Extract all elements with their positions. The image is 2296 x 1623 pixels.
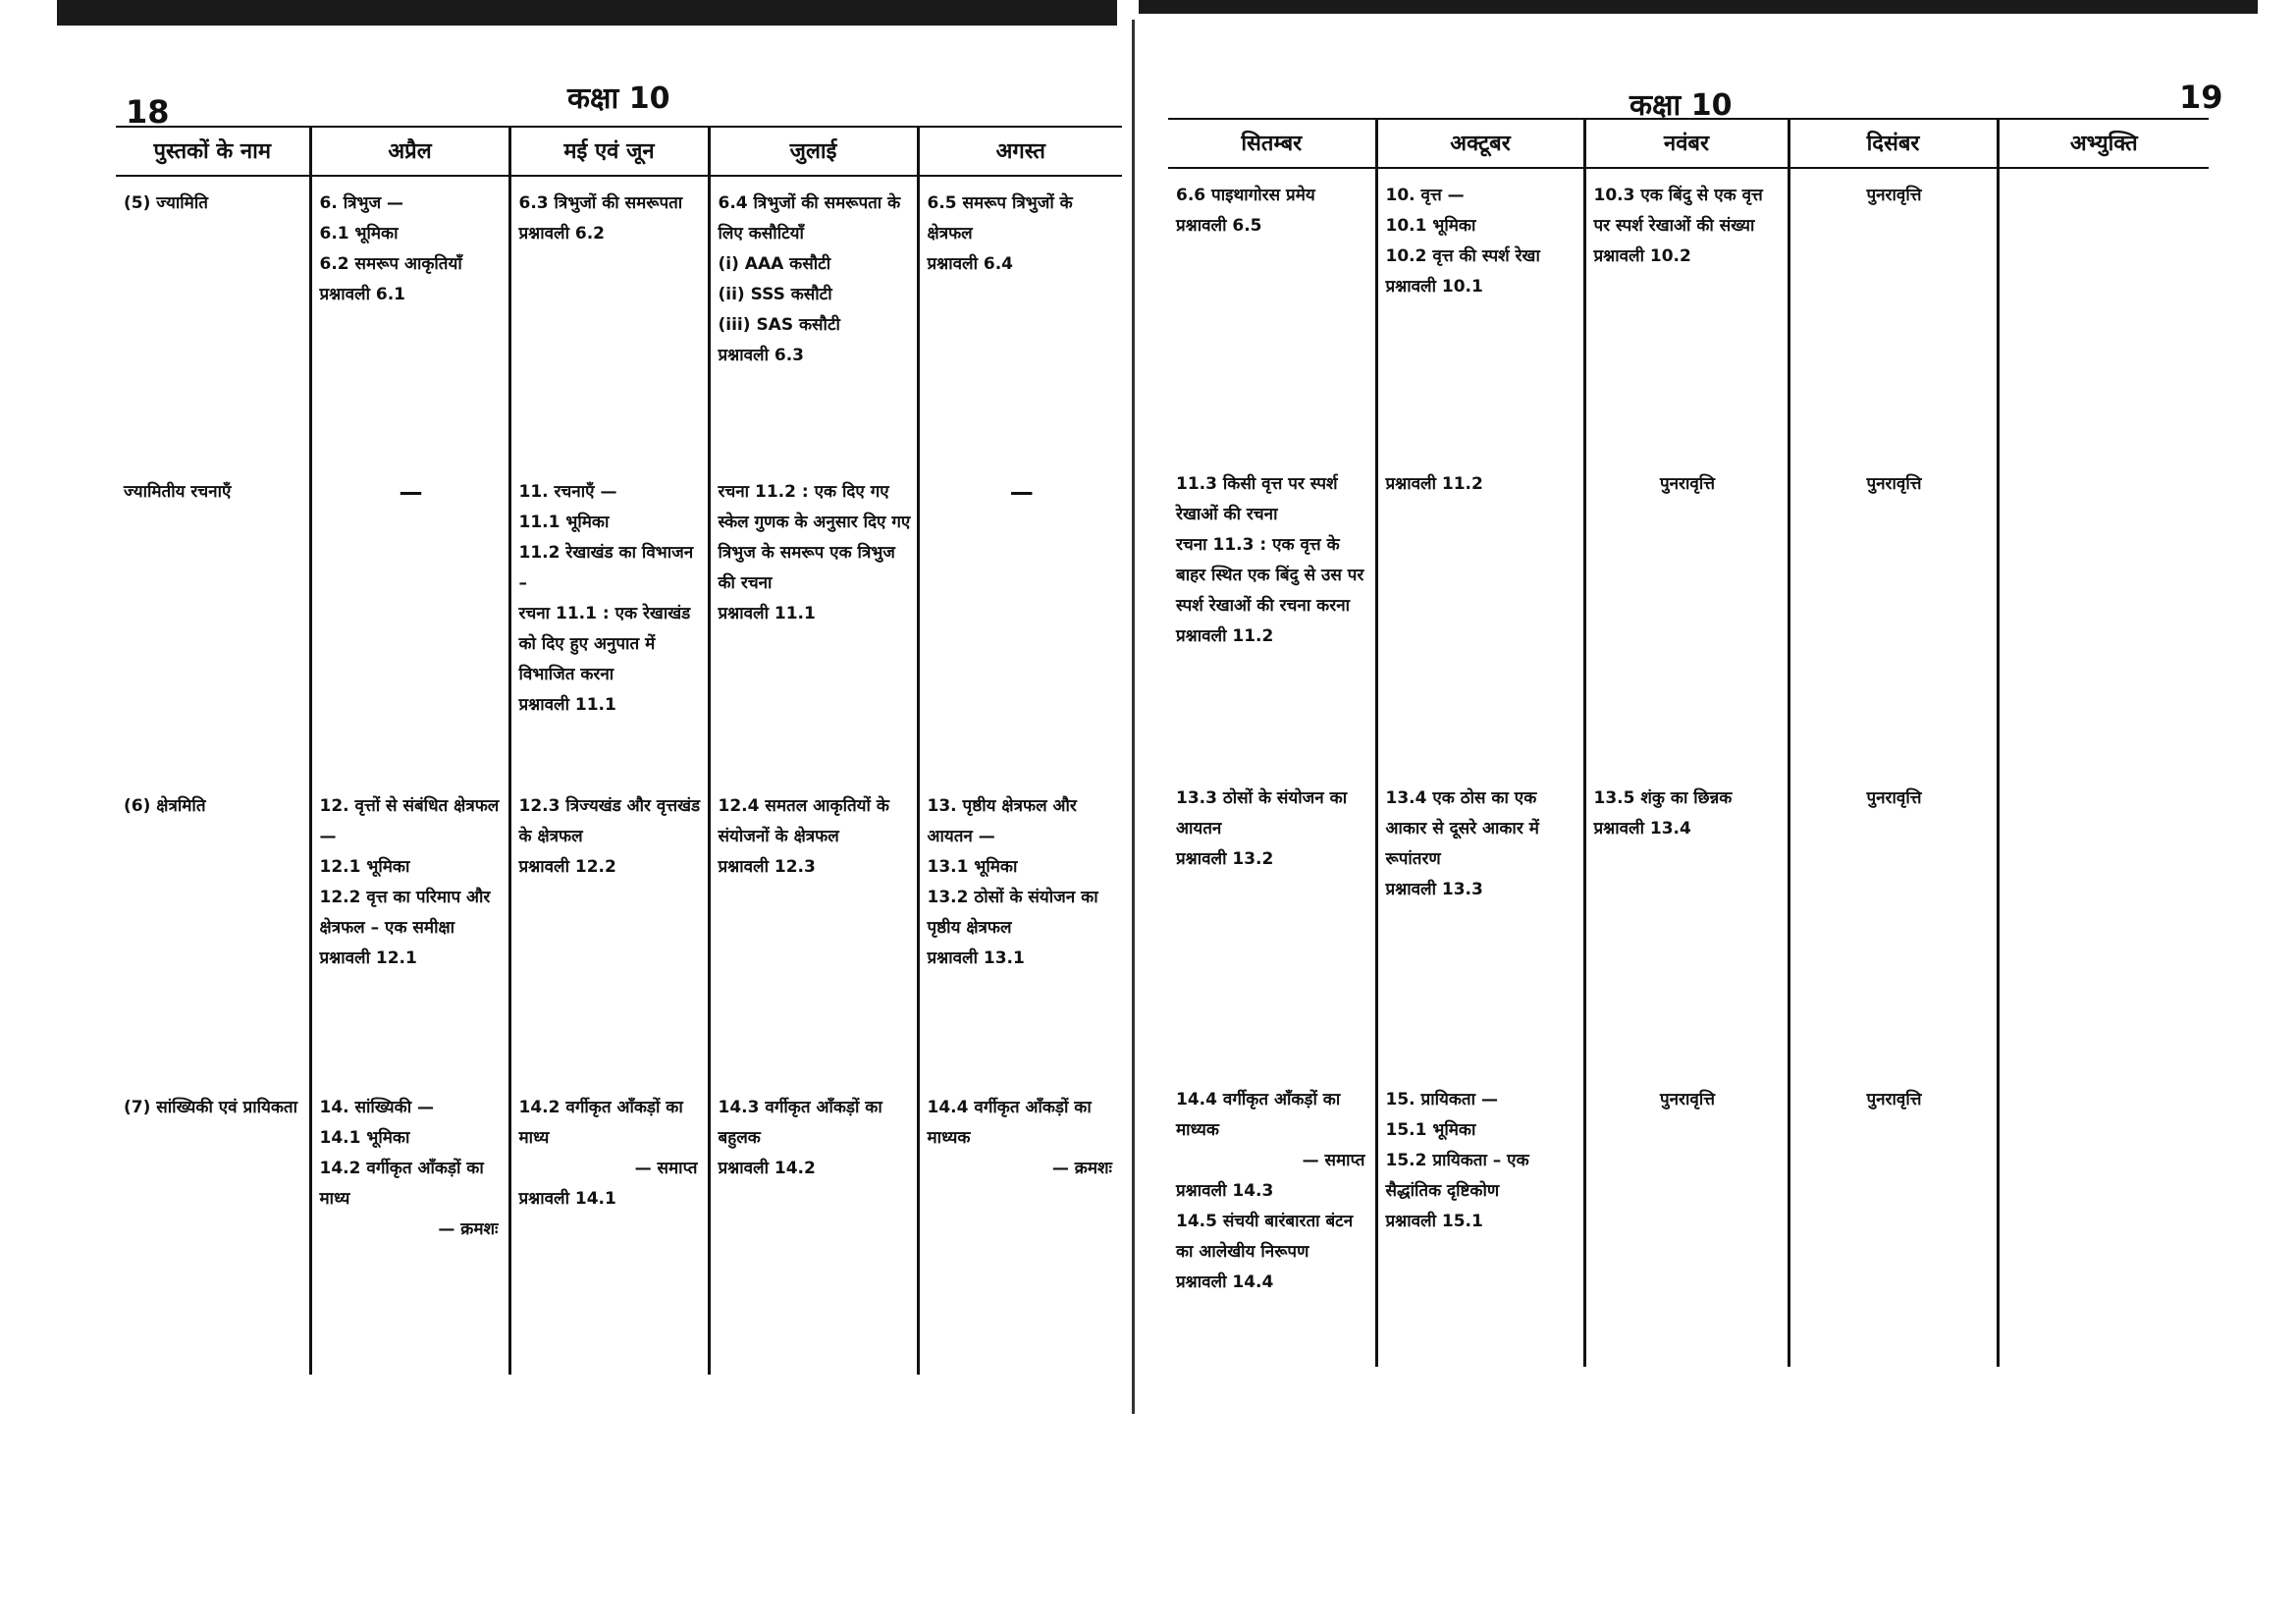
- cell-line: रचना 11.3 : एक वृत्त के बाहर स्थित एक बिंदु से उस पर स्पर्श रेखाओं की रचना करना: [1176, 535, 1364, 616]
- cell-line: 14.4 वर्गीकृत आँकड़ों का माध्यक: [1176, 1090, 1341, 1140]
- may-june-cell: [509, 465, 709, 780]
- cell-line: प्रश्नावली 13.3: [1385, 880, 1483, 899]
- cell-line: 6.5 समरूप त्रिभुजों के क्षेत्रफल: [927, 193, 1073, 243]
- august-cell: [918, 1081, 1122, 1375]
- cell-line: पुनरावृत्ति: [1659, 1090, 1716, 1109]
- cell-line: 10.1 भूमिका: [1385, 216, 1476, 236]
- remarks-cell: [1998, 458, 2209, 772]
- cell-line: 6.3 त्रिभुजों की समरूपता: [518, 193, 683, 213]
- remarks-cell: [1998, 772, 2209, 1073]
- april-cell: [310, 780, 509, 1081]
- cell-line: प्रश्नावली 11.2: [1176, 626, 1274, 646]
- cell-note: — क्रमशः: [1051, 1159, 1112, 1178]
- cell-line: प्रश्नावली 13.1: [927, 948, 1025, 968]
- cell-line: 14.1 भूमिका: [319, 1128, 410, 1148]
- cell-line: प्रश्नावली 14.1: [518, 1189, 616, 1209]
- october-cell: [1376, 458, 1584, 772]
- cell-line: प्रश्नावली 10.2: [1593, 246, 1691, 266]
- cell-line: प्रश्नावली 12.1: [319, 948, 417, 968]
- cell-line: (ii) SSS कसौटी: [718, 285, 832, 304]
- cell-line: 13.5 शंकु का छिन्नक: [1593, 788, 1733, 808]
- cell-line: प्रश्नावली 6.4: [927, 254, 1014, 274]
- cell-line: प्रश्नावली 12.2: [518, 857, 616, 877]
- cell-line: 6.4 त्रिभुजों की समरूपता के लिए कसौटियाँ: [718, 193, 901, 243]
- may-june-cell: [509, 176, 709, 465]
- cell-line: प्रश्नावली 12.3: [718, 857, 816, 877]
- cell-line: 12.4 समतल आकृतियों के संयोजनों के क्षेत्रफल: [718, 796, 889, 846]
- cell-line: (iii) SAS कसौटी: [718, 315, 840, 335]
- august-cell: [918, 176, 1122, 465]
- cell-note: — समाप्त: [1302, 1151, 1365, 1170]
- cell-line: पुनरावृत्ति: [1659, 474, 1716, 494]
- cell-line: (i) AAA कसौटी: [718, 254, 831, 274]
- november-cell: [1584, 168, 1789, 458]
- cell-line: 14.5 संचयी बारंबारता बंटन का आलेखीय निरूपण: [1176, 1212, 1354, 1262]
- december-cell: [1789, 458, 1998, 772]
- col-header: अभ्युक्ति: [1998, 119, 2209, 168]
- cell-note: — क्रमशः: [438, 1219, 499, 1239]
- october-cell: [1376, 1073, 1584, 1367]
- cell-line: 15.2 प्रायिकता – एक सैद्धांतिक दृष्टिकोण: [1385, 1151, 1529, 1201]
- cell-line: 14.3 वर्गीकृत आँकड़ों का बहुलक: [718, 1098, 882, 1148]
- col-header: सितम्बर: [1168, 119, 1376, 168]
- cell-line: प्रश्नावली 14.2: [718, 1159, 816, 1178]
- cell-line: 6.2 समरूप आकृतियाँ: [319, 254, 462, 274]
- december-cell: [1789, 1073, 1998, 1367]
- cell-line: 13.3 ठोसों के संयोजन का आयतन: [1176, 788, 1348, 839]
- cell-line: 13.1 भूमिका: [927, 857, 1018, 877]
- table-row: [116, 465, 1122, 780]
- schedule-table-left: [116, 126, 1122, 1375]
- december-cell: [1789, 772, 1998, 1073]
- table-row: [1168, 458, 2209, 772]
- cell-line: प्रश्नावली 6.1: [319, 285, 406, 304]
- cell-line: —: [1009, 478, 1034, 506]
- july-cell: [709, 780, 918, 1081]
- september-cell: [1168, 458, 1376, 772]
- september-cell: [1168, 772, 1376, 1073]
- col-header: दिसंबर: [1789, 119, 1998, 168]
- book-name-cell: [116, 465, 310, 780]
- cell-line: 12.3 त्रिज्यखंड और वृत्तखंड के क्षेत्रफल: [518, 796, 701, 846]
- cell-line: पुनरावृत्ति: [1866, 474, 1922, 494]
- cell-line: प्रश्नावली 11.1: [518, 695, 616, 715]
- december-cell: [1789, 168, 1998, 458]
- cell-line: पुनरावृत्ति: [1866, 788, 1922, 808]
- cell-line: रचना 11.2 : एक दिए गए स्केल गुणक के अनुसार दिए गए त्रिभुज के समरूप एक त्रिभुज की रचना: [718, 482, 911, 593]
- cell-line: 13.2 ठोसों के संयोजन का पृष्ठीय क्षेत्रफल: [927, 888, 1098, 938]
- col-header: पुस्तकों के नाम: [116, 127, 310, 176]
- september-cell: [1168, 1073, 1376, 1367]
- may-june-cell: [509, 780, 709, 1081]
- cell-line: 14.4 वर्गीकृत आँकड़ों का माध्यक: [927, 1098, 1092, 1148]
- col-header: अक्टूबर: [1376, 119, 1584, 168]
- table-row: [116, 176, 1122, 465]
- col-header: जुलाई: [709, 127, 918, 176]
- cell-line: पुनरावृत्ति: [1866, 186, 1922, 205]
- cell-line: प्रश्नावली 15.1: [1385, 1212, 1483, 1231]
- cell-line: 15.1 भूमिका: [1385, 1120, 1476, 1140]
- november-cell: [1584, 1073, 1789, 1367]
- cell-line: प्रश्नावली 6.5: [1176, 216, 1262, 236]
- cell-line: 11.2 रेखाखंड का विभाजन –: [518, 543, 694, 593]
- cell-line: 14.2 वर्गीकृत आँकड़ों का माध्य: [518, 1098, 683, 1148]
- may-june-cell: [509, 1081, 709, 1375]
- page-title: कक्षा 10: [1629, 88, 1733, 123]
- col-header: मई एवं जून: [509, 127, 709, 176]
- april-cell: [310, 176, 509, 465]
- cell-line: प्रश्नावली 14.3: [1176, 1181, 1274, 1201]
- cell-line: 10.3 एक बिंदु से एक वृत्त पर स्पर्श रेखाओं की संख्या: [1593, 186, 1763, 236]
- cell-line: 12.1 भूमिका: [319, 857, 410, 877]
- book-name-cell: [116, 176, 310, 465]
- table-row: [1168, 168, 2209, 458]
- cell-line: 6.6 पाइथागोरस प्रमेय: [1176, 186, 1315, 205]
- cell-line: 13. पृष्ठीय क्षेत्रफल और आयतन —: [927, 796, 1077, 846]
- cell-line: (7) सांख्यिकी एवं प्रायिकता: [124, 1098, 298, 1117]
- july-cell: [709, 176, 918, 465]
- cell-line: प्रश्नावली 6.3: [718, 346, 805, 365]
- page-number: 18: [126, 93, 170, 131]
- book-name-cell: [116, 1081, 310, 1375]
- cell-line: 10. वृत्त —: [1385, 186, 1465, 205]
- cell-line: 11.1 भूमिका: [518, 513, 610, 532]
- cell-line: ज्यामितीय रचनाएँ: [124, 482, 232, 502]
- cell-line: (5) ज्यामिति: [124, 193, 208, 213]
- cell-line: रचना 11.1 : एक रेखाखंड को दिए हुए अनुपात में विभाजित करना: [518, 604, 691, 684]
- july-cell: [709, 465, 918, 780]
- remarks-cell: [1998, 1073, 2209, 1367]
- cell-note: — समाप्त: [634, 1159, 698, 1178]
- july-cell: [709, 1081, 918, 1375]
- cell-line: 6. त्रिभुज —: [319, 193, 403, 213]
- october-cell: [1376, 168, 1584, 458]
- cell-line: 11.3 किसी वृत्त पर स्पर्श रेखाओं की रचना: [1176, 474, 1338, 524]
- november-cell: [1584, 772, 1789, 1073]
- col-header: अप्रैल: [310, 127, 509, 176]
- cell-line: प्रश्नावली 6.2: [518, 224, 606, 243]
- book-name-cell: [116, 780, 310, 1081]
- page-title: कक्षा 10: [567, 81, 670, 116]
- table-row: [1168, 772, 2209, 1073]
- august-cell: [918, 465, 1122, 780]
- september-cell: [1168, 168, 1376, 458]
- cell-line: प्रश्नावली 10.1: [1385, 277, 1483, 297]
- table-row: [1168, 1073, 2209, 1367]
- cell-line: 12.2 वृत्त का परिमाप और क्षेत्रफल – एक समीक्षा: [319, 888, 491, 938]
- left-page: [116, 0, 1137, 1414]
- cell-line: प्रश्नावली 13.2: [1176, 849, 1274, 869]
- cell-line: 15. प्रायिकता —: [1385, 1090, 1498, 1109]
- table-row: [116, 780, 1122, 1081]
- cell-line: 10.2 वृत्त की स्पर्श रेखा: [1385, 246, 1540, 266]
- right-page: [1168, 0, 2223, 1414]
- april-cell: [310, 465, 509, 780]
- october-cell: [1376, 772, 1584, 1073]
- cell-line: 11. रचनाएँ —: [518, 482, 617, 502]
- cell-line: —: [399, 478, 423, 506]
- cell-line: प्रश्नावली 11.1: [718, 604, 816, 623]
- header-row: [116, 127, 1122, 176]
- cell-line: 12. वृत्तों से संबंधित क्षेत्रफल —: [319, 796, 500, 846]
- cell-line: प्रश्नावली 11.2: [1385, 474, 1483, 494]
- schedule-table-right: [1168, 118, 2209, 1367]
- august-cell: [918, 780, 1122, 1081]
- cell-line: प्रश्नावली 14.4: [1176, 1272, 1274, 1292]
- cell-line: 14. सांख्यिकी —: [319, 1098, 435, 1117]
- april-cell: [310, 1081, 509, 1375]
- cell-line: 14.2 वर्गीकृत आँकड़ों का माध्य: [319, 1159, 484, 1209]
- cell-line: 13.4 एक ठोस का एक आकार से दूसरे आकार में रूपांतरण: [1385, 788, 1539, 869]
- cell-line: 6.1 भूमिका: [319, 224, 399, 243]
- header-row: [1168, 119, 2209, 168]
- cell-line: प्रश्नावली 13.4: [1593, 819, 1691, 839]
- remarks-cell: [1998, 168, 2209, 458]
- page-number: 19: [2179, 79, 2223, 116]
- cell-line: पुनरावृत्ति: [1866, 1090, 1922, 1109]
- november-cell: [1584, 458, 1789, 772]
- col-header: नवंबर: [1584, 119, 1789, 168]
- col-header: अगस्त: [918, 127, 1122, 176]
- table-row: [116, 1081, 1122, 1375]
- cell-line: (6) क्षेत्रमिति: [124, 796, 206, 816]
